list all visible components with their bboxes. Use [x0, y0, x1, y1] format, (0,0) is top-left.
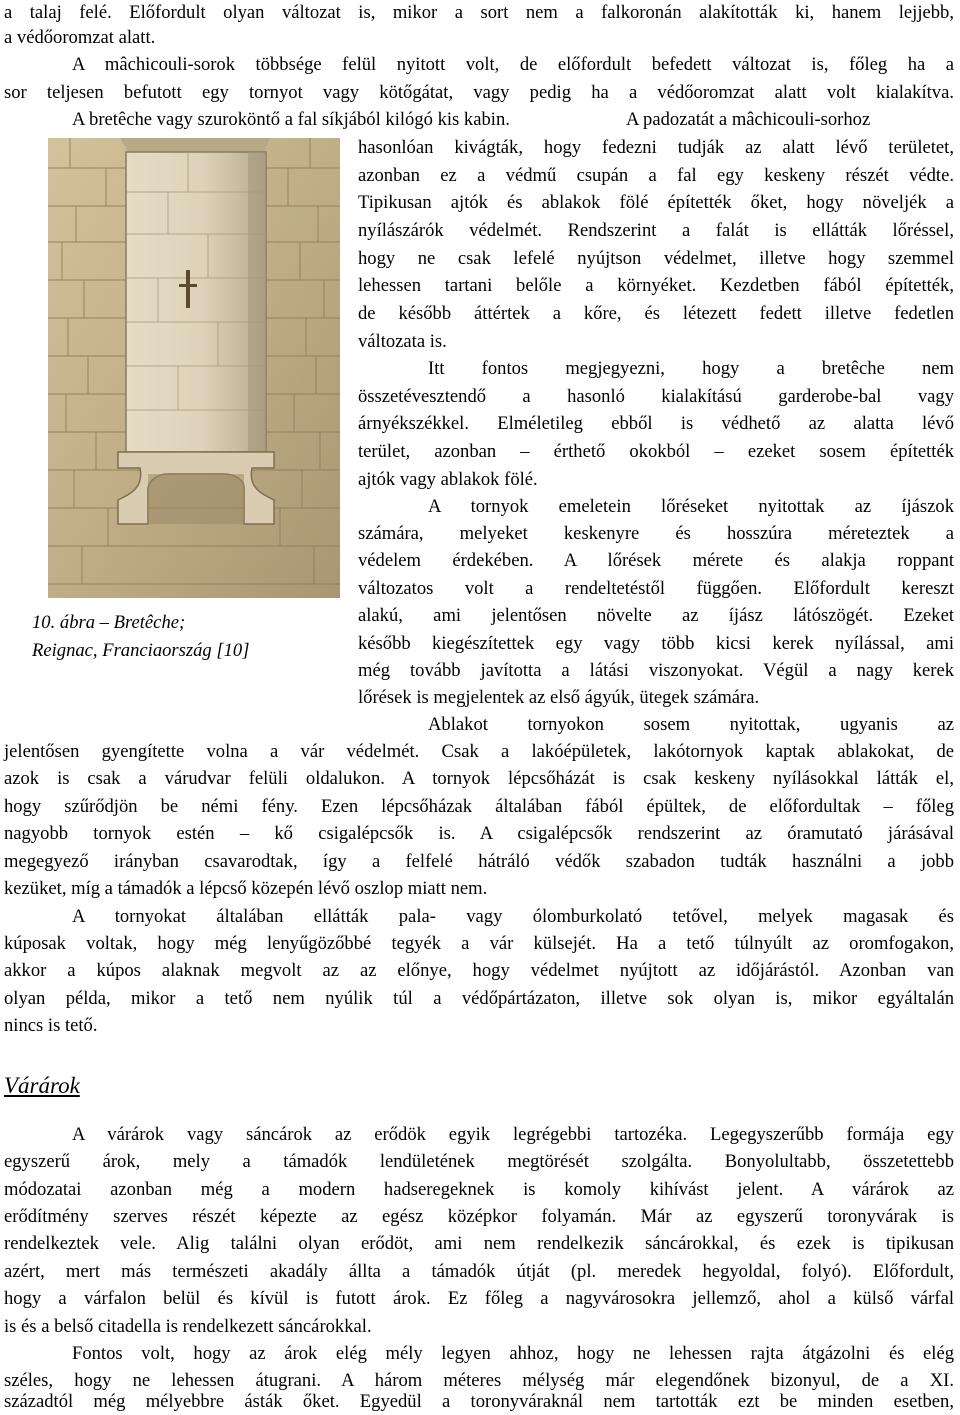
- figure-caption-line-2: Reignac, Franciaország [10]: [32, 640, 250, 661]
- text-line: erődítmény szerves részét képezte az egész középkor folyamán. Már az egyszerű toronyvárak is: [4, 1206, 954, 1227]
- text-line: módozatai azonban még a modern hadseregeknek is komoly kihívást jelent. A várárok az: [4, 1179, 954, 1200]
- text-line: lehessen tartani belőle a környéket. Kezdetben fából építették,: [358, 275, 954, 296]
- section-heading: Várárok: [4, 1073, 80, 1098]
- text-line: változatos volt a rendeltetéstől függően. Előfordult kereszt: [358, 578, 954, 599]
- text-line: azonban ez a védmű csupán a fal egy keskeny részét védte.: [358, 165, 954, 186]
- text-line: számára, melyeket keskenyre és hosszúra méreteztek a: [358, 523, 954, 544]
- text-line: akkor a kúpos alaknak megvolt az az előnye, hogy védelmet nyújtott az időjárástól. Azonban van: [4, 960, 954, 981]
- text-line: kúposak voltak, hogy még lenyűgözőbbé tegyék a vár külsejét. Ha a tető túlnyúlt az oromfogakon,: [4, 933, 954, 954]
- text-line: olyan példa, mikor a tető nem nyúlik túl a védőpártázaton, illetve sok olyan is, mikor egyáltalán: [4, 988, 954, 1009]
- text-line: hogy a várfalon belül és kívül is futott árok. Ez főleg a nagyvárosokra jellemző, ahol a külső várfal: [4, 1288, 954, 1309]
- text-line: egyszerű árok, mely a támadók lendületének megtörését szolgálta. Bonyolultabb, összetettebb: [4, 1151, 954, 1172]
- text-line: Fontos volt, hogy az árok elég mély legyen ahhoz, hogy ne lehessen rajta átgázolni és elég: [72, 1343, 954, 1364]
- text-line: is és a belső citadella is rendelkezett sáncárokkal.: [4, 1316, 372, 1337]
- text-line: hasonlóan kivágták, hogy fedezni tudják az alatt lévő területet,: [358, 137, 954, 158]
- text-line: nincs is tető.: [4, 1015, 98, 1036]
- text-line: változata is.: [358, 331, 447, 352]
- text-line: Tipikusan ajtók és ablakok fölé építették őket, hogy növeljék a: [358, 192, 954, 213]
- text-line: A padozatát a mâchicouli-sorhoz: [626, 109, 871, 130]
- text-line: árnyékszékkel. Elméletileg ebből is védhető az alatta lévő: [358, 413, 954, 434]
- text-line: hogy ne csak lefelé nyújtson védelmet, illetve hogy szemmel: [358, 248, 954, 269]
- text-line: A tornyok emeletein lőréseket nyitottak az íjászok: [428, 496, 954, 517]
- text-line: A várárok vagy sáncárok az erődök egyik legrégebbi tartozéka. Legegyszerűbb formája egy: [72, 1124, 954, 1145]
- text-line: ajtók vagy ablakok fölé.: [358, 469, 538, 490]
- bretache-photo: [48, 138, 340, 598]
- text-line: később kiegészítettek egy vagy több kicsi kerek nyílással, ami: [358, 633, 954, 654]
- text-line: de később áttértek a kőre, és létezett fedett illetve fedetlen: [358, 303, 954, 324]
- text-line: lőrések is megjelentek az első ágyúk, ütegek számára.: [358, 687, 760, 708]
- text-line: összetévesztendő a hasonló kialakítású garderobe-bal vagy: [358, 386, 954, 407]
- text-line: azok is csak a várudvar felüli oldalukon. A tornyok lépcsőházát is csak keskeny nyílásokkal látták el,: [4, 768, 954, 789]
- text-line: A mâchicouli-sorok többsége felül nyitott volt, de előfordult befedett változat is, főleg ha a: [72, 54, 954, 75]
- text-line: terület, azonban – érthető okokból – ezeket sosem építették: [358, 441, 954, 462]
- text-line: A bretêche vagy szuroköntő a fal síkjából kilógó kis kabin.: [72, 109, 510, 130]
- text-line: jelentősen gyengítette volna a vár védelmét. Csak a lakóépületek, lakótornyok kaptak ablakokat, de: [4, 741, 954, 762]
- text-line: hogy szűrődjön be némi fény. Ezen lépcsőházak általában fából épültek, de előfordultak – főleg: [4, 796, 954, 817]
- figure-caption-line-1: 10. ábra – Bretêche;: [32, 612, 186, 633]
- text-line: széles, hogy ne lehessen átugrani. A három méteres mélység már elegendőnek bizonyul, de a XI.: [4, 1370, 954, 1391]
- text-line: azért, mert más természeti akadály állta a támadók útját (pl. meredek hegyoldal, folyó). Előfordult,: [4, 1261, 954, 1282]
- text-line: századtól még mélyebbre ásták őket. Egyedül a toronyváraknál nem tartották ezt be minden esetben,: [4, 1391, 954, 1412]
- text-line: nagyobb tornyok estén – kő csigalépcsők is. A csigalépcsők rendszerint az óramutató járásával: [4, 823, 954, 844]
- text-line: rendelkeztek vele. Alig találni olyan erődöt, ami nem rendelkezik sáncárokkal, és ezek is tipikusan: [4, 1233, 954, 1254]
- text-line: még tovább javította a látási viszonyokat. Végül a nagy kerek: [358, 660, 954, 681]
- text-line: védelem érdekében. A lőrések mérete és alakja roppant: [358, 550, 954, 571]
- text-line: alakú, ami jelentősen növelte az íjász látószögét. Ezeket: [358, 605, 954, 626]
- text-line: a védőoromzat alatt.: [4, 27, 156, 48]
- text-line: megegyező irányban csavarodtak, így a felfelé hátráló védők szabadon tudták használni a jobb: [4, 851, 954, 872]
- bretache-illustration: [48, 138, 340, 598]
- text-line: kezüket, míg a támadók a lépcső közepén lévő oszlop miatt nem.: [4, 878, 488, 899]
- text-line: sor teljesen befutott egy tornyot vagy kötőgátat, vagy pedig ha a védőoromzat alatt volt kialakítva.: [4, 82, 954, 103]
- text-line: Itt fontos megjegyezni, hogy a bretêche nem: [428, 358, 954, 379]
- text-line: nyílászárók védelmét. Rendszerint a falát is ellátták lőréssel,: [358, 220, 954, 241]
- text-line: A tornyokat általában ellátták pala- vagy ólomburkolató tetővel, melyek magasak és: [72, 906, 954, 927]
- text-line: Ablakot tornyokon sosem nyitottak, ugyanis az: [428, 714, 954, 735]
- text-line: a talaj felé. Előfordult olyan változat is, mikor a sort nem a falkoronán alakították ki, hanem lejjebb,: [4, 2, 954, 23]
